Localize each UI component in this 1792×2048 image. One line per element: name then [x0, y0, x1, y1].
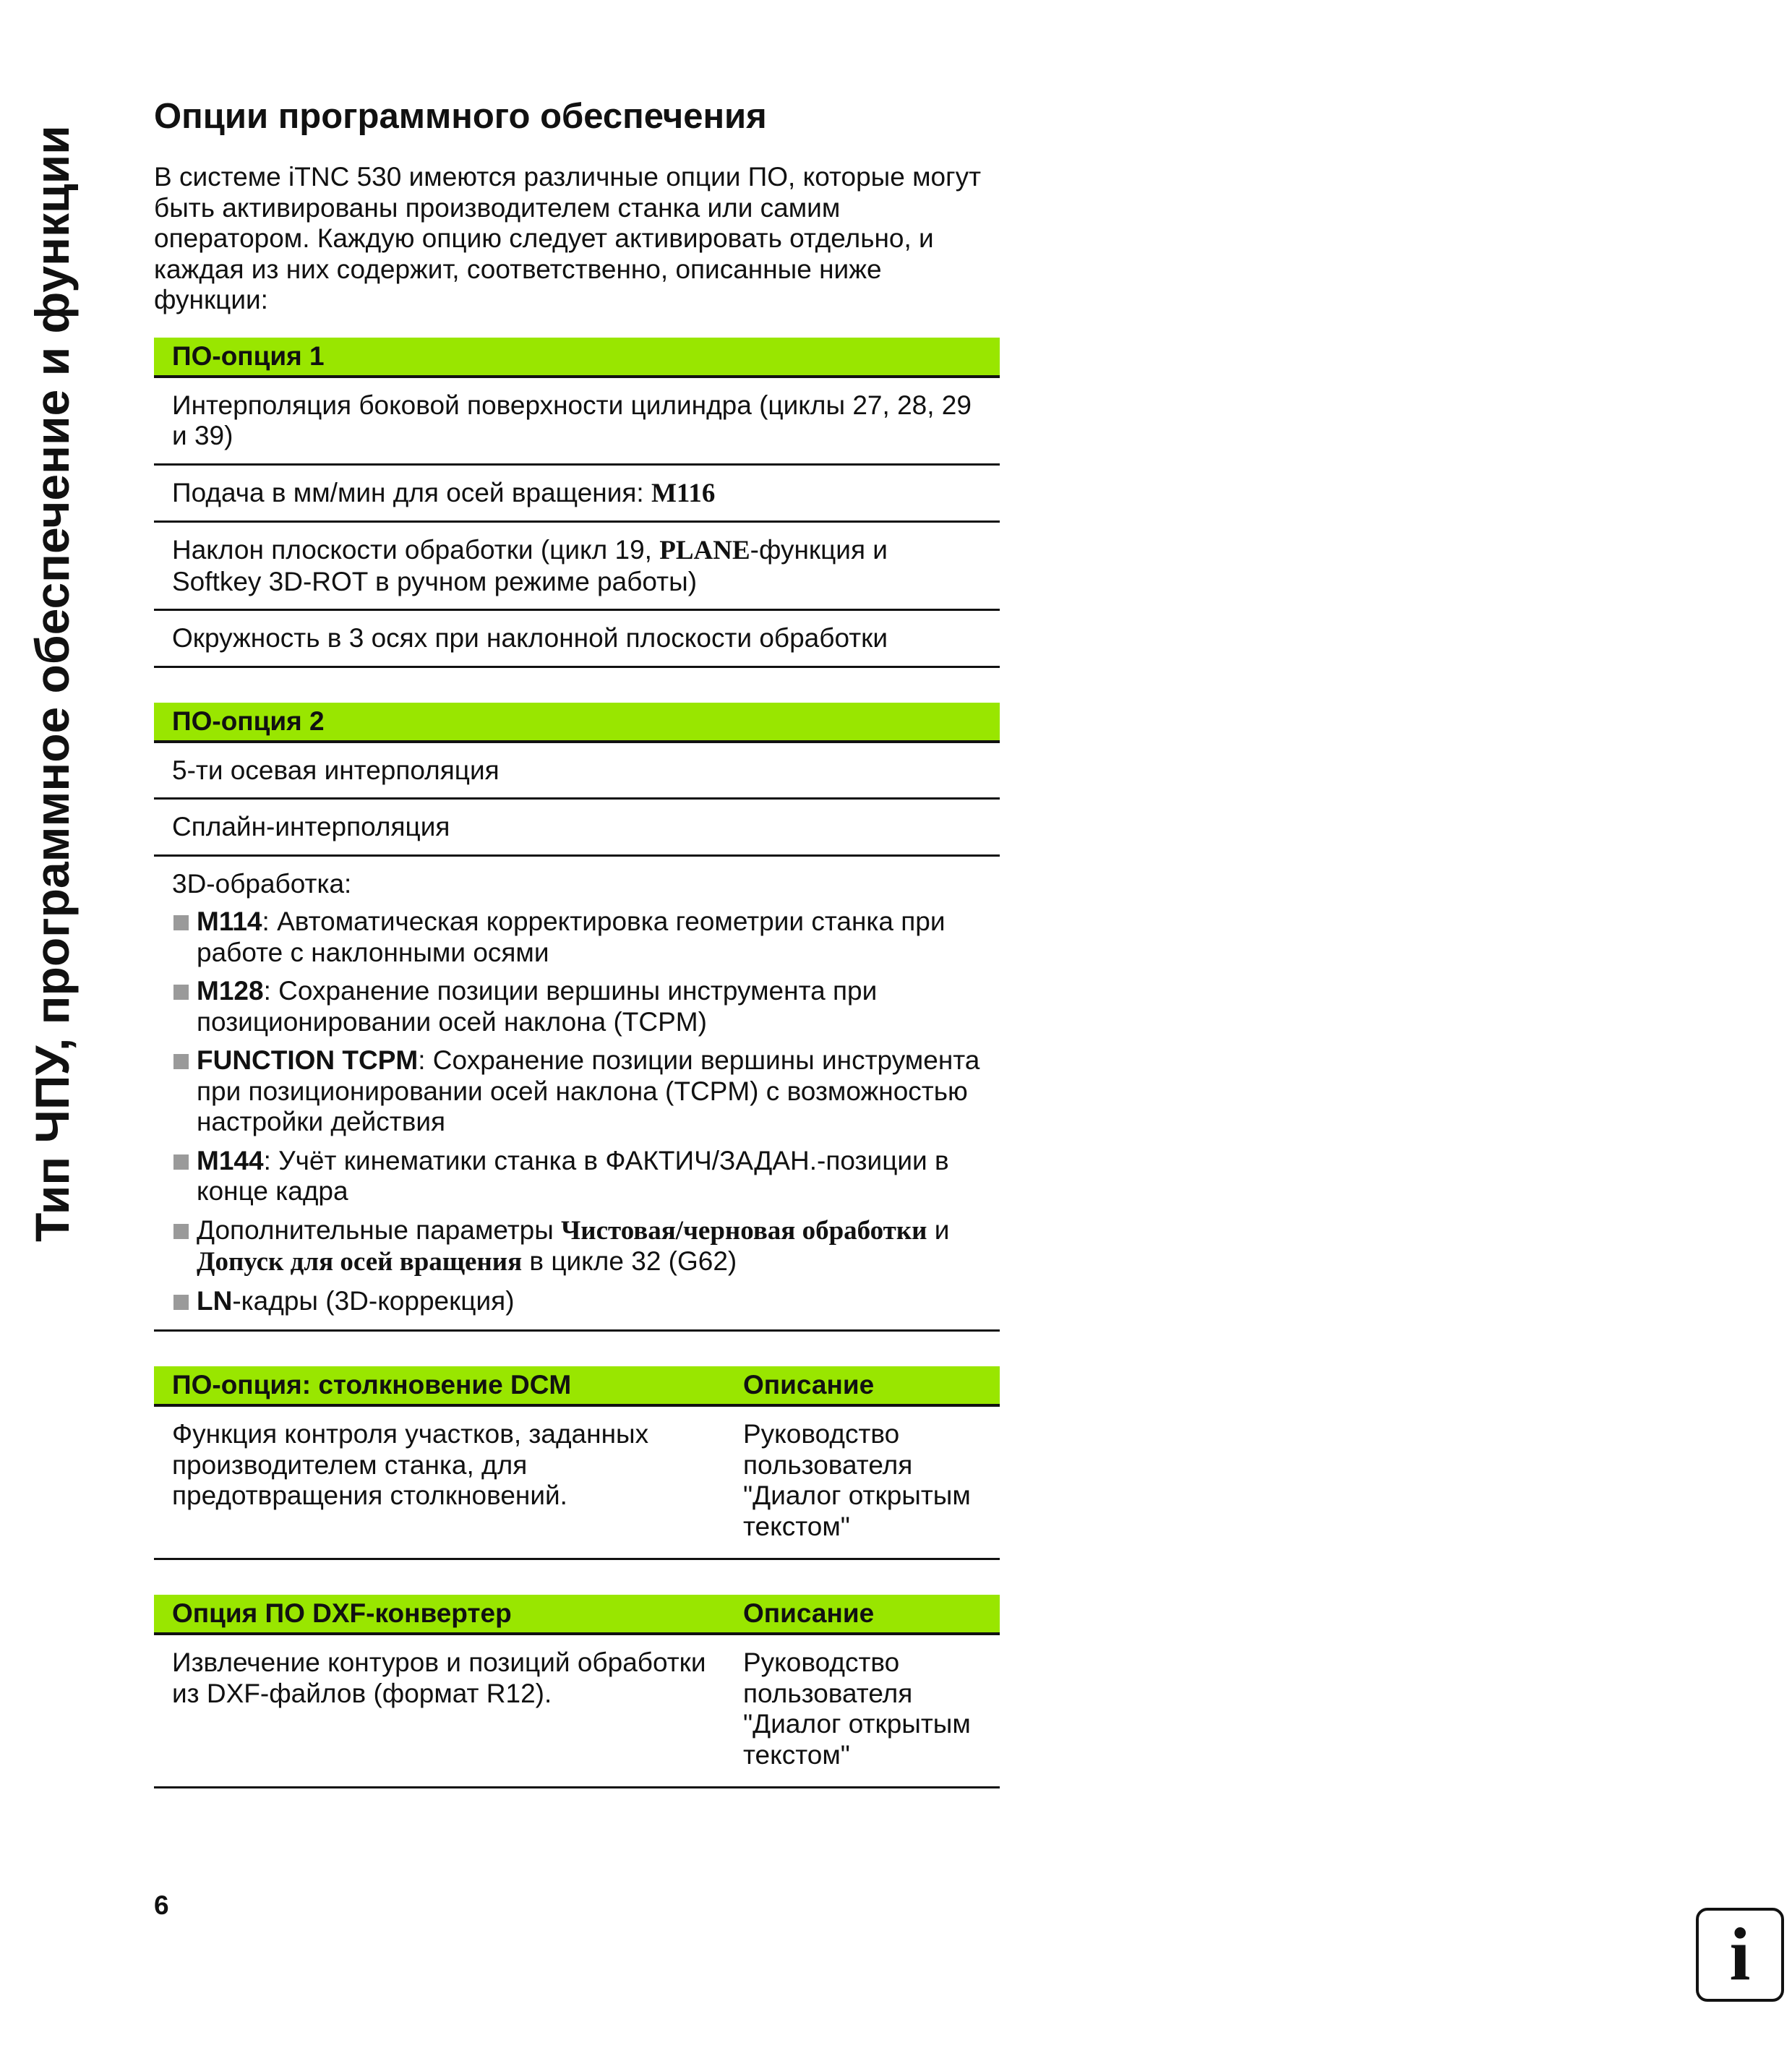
option-dcm-table	[154, 1366, 1000, 1560]
bullet-square-icon	[173, 1295, 189, 1310]
list-item	[172, 1286, 982, 1317]
list-item	[172, 1146, 982, 1207]
page-title: Опции программного обеспечения	[154, 97, 767, 136]
param-finish-rough: Чистовая/черновая обработки	[561, 1215, 927, 1246]
intro-paragraph: В системе iTNC 530 имеются различные опции ПО, которые могут быть активированы производителем станка или самим оператором. Каждую опцию следует активировать отдельно, и каждая из них содержит, соответственно, описанные ниже функции:	[154, 162, 982, 314]
list-item-text: : Сохранение позиции вершины инструмента при позиционировании осей наклона (TCPM)	[197, 976, 878, 1037]
option-dcm-header-label: ПО-опция: столкновение DCM	[172, 1370, 572, 1400]
side-chapter-title: Тип ЧПУ, программное обеспечение и функции	[25, 125, 79, 1242]
code-function-tcpm: FUNCTION TCPM	[197, 1045, 419, 1075]
list-item-text: в цикле 32 (G62)	[522, 1246, 737, 1276]
list-item	[172, 1045, 982, 1138]
row-text: Подача в мм/мин для осей вращения:	[172, 477, 651, 507]
list-item	[172, 976, 982, 1037]
option1-header-label: ПО-опция 1	[172, 340, 325, 371]
list-item-text: Дополнительные параметры	[197, 1214, 562, 1245]
bullet-square-icon	[173, 985, 189, 1000]
bullet-square-icon	[173, 1224, 189, 1239]
list-item-text: и	[927, 1214, 950, 1245]
table-row	[154, 857, 1000, 1332]
table-row	[154, 743, 1000, 800]
row-text: Наклон плоскости обработки (цикл 19,	[172, 535, 660, 565]
code-ln: LN	[197, 1285, 233, 1316]
table-row	[154, 1407, 1000, 1560]
description-column-header: Описание	[743, 1598, 875, 1628]
description-column-header: Описание	[743, 1370, 875, 1400]
param-rotary-tolerance: Допуск для осей вращения	[197, 1247, 523, 1277]
table-row	[154, 466, 1000, 523]
bullet-square-icon	[173, 1154, 189, 1170]
option-dxf-header	[154, 1595, 1000, 1635]
info-icon: i	[1696, 1908, 1784, 2002]
option-dxf-table	[154, 1595, 1000, 1788]
list-item	[172, 907, 982, 968]
bullet-square-icon	[173, 1054, 189, 1069]
option1-table	[154, 338, 1000, 668]
row-text: Извлечение контуров и позиций обработки из DXF-файлов (формат R12).	[172, 1648, 706, 1708]
row-text: -функция и Softkey 3D-ROT в ручном режиме работы)	[172, 535, 888, 596]
option2-header	[154, 703, 1000, 743]
code-m144: M144	[197, 1145, 264, 1175]
row-title: 3D-обработка:	[172, 868, 352, 899]
list-item-text: : Автоматическая корректировка геометрии станка при работе с наклонными осями	[197, 907, 946, 967]
page-number: 6	[154, 1890, 169, 1920]
table-row	[154, 1635, 1000, 1788]
table-row	[154, 800, 1000, 857]
list-item	[172, 1215, 982, 1278]
list-item-text: : Сохранение позиции вершины инструмента при позиционировании осей наклона (TCPM) с возможностью настройки действия	[197, 1045, 980, 1136]
option-dxf-header-label: Опция ПО DXF-конвертер	[172, 1598, 512, 1628]
row-description: Руководство пользователя "Диалог открытым текстом"	[743, 1648, 971, 1770]
table-row	[154, 611, 1000, 668]
option1-header	[154, 338, 1000, 378]
code-m114: M114	[197, 907, 262, 936]
option2-header-label: ПО-опция 2	[172, 706, 325, 736]
option2-table	[154, 703, 1000, 1332]
table-row	[154, 523, 1000, 611]
row-text: Интерполяция боковой поверхности цилиндра (циклы 27, 28, 29 и 39)	[172, 390, 972, 450]
page-content	[154, 87, 1000, 1788]
row-text: Окружность в 3 осях при наклонной плоскости обработки	[172, 623, 888, 653]
code-m128: M128	[197, 976, 264, 1006]
row-description: Руководство пользователя "Диалог открытым текстом"	[743, 1419, 971, 1541]
list-item-text: : Учёт кинематики станка в ФАКТИЧ/ЗАДАН.-позиции в конце кадра	[197, 1145, 949, 1206]
row-text: 5-ти осевая интерполяция	[172, 755, 500, 785]
option-dcm-header	[154, 1366, 1000, 1407]
list-item-text: -кадры (3D-коррекция)	[232, 1285, 515, 1316]
row-text: Сплайн-интерполяция	[172, 812, 450, 841]
row-text: Функция контроля участков, заданных производителем станка, для предотвращения столкновений.	[172, 1419, 649, 1510]
code-plane: PLANE	[659, 536, 750, 565]
feature-list	[172, 907, 982, 1316]
table-row	[154, 378, 1000, 466]
bullet-square-icon	[173, 915, 189, 930]
code-m116: M116	[651, 478, 716, 508]
